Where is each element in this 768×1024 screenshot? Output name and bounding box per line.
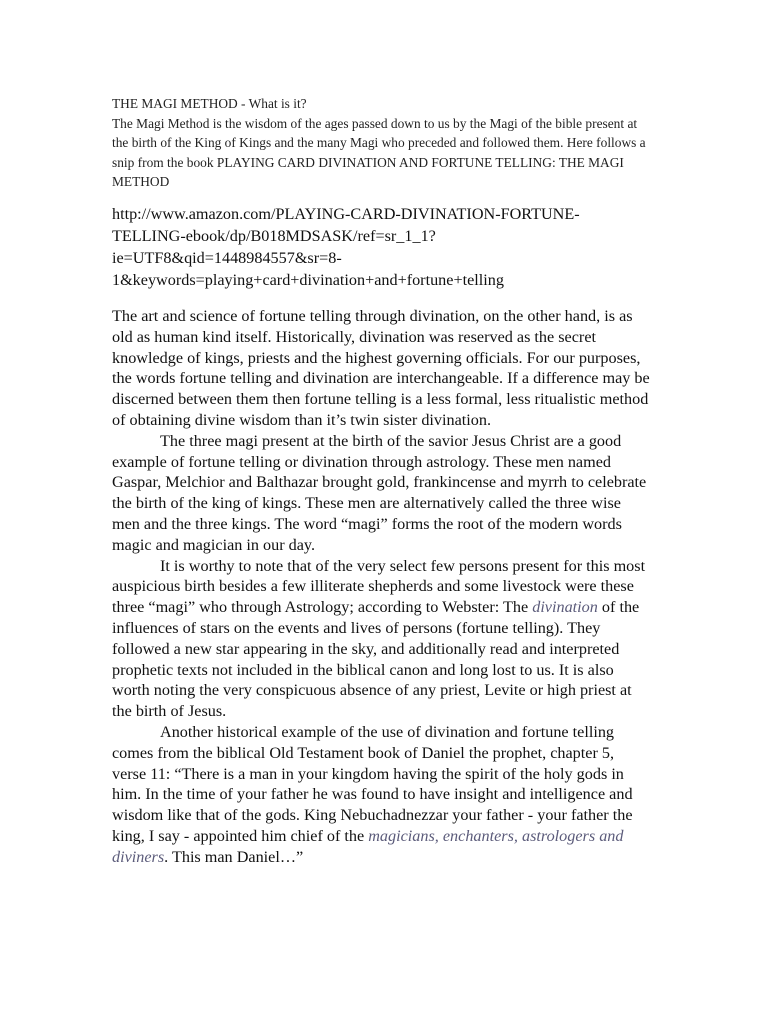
paragraph-4 xyxy=(112,722,652,868)
body-text xyxy=(112,306,652,868)
paragraph-3-text-a: It is worthy to note that of the very select few persons present for this most auspicious birth besides a few illiterate shepherds and some livestock were these three “magi” who through Astrology; according to Webster: The xyxy=(112,556,646,617)
paragraph-4-text-a: Another historical example of the use of divination and fortune telling comes from the biblical Old Testament book of Daniel the prophet, chapter 5, verse 11: “There is a man in your kingdom having the spirit of the holy gods in him. In the time of your father he was found to have insight and intelligence and wisdom like that of the gods. King Nebuchadnezzar your father - your father the king, I say - appointed him chief of the xyxy=(112,722,633,845)
link-line-1[interactable]: http://www.amazon.com/PLAYING-CARD-DIVINATION-FORTUNE- xyxy=(112,205,580,223)
link-line-2[interactable]: TELLING-ebook/dp/B018MDSASK/ref=sr_1_1? xyxy=(112,227,436,245)
paragraph-3 xyxy=(112,556,652,722)
paragraph-2: The three magi present at the birth of the savior Jesus Christ are a good example of fortune telling or divination through astrology. These men named Gaspar, Melchior and Balthazar brought gold, frankincense and myrrh to celebrate the birth of the king of kings. These men are alternatively called the three wise men and the three kings. The word “magi” forms the root of the modern words magic and magician in our day. xyxy=(112,431,647,554)
paragraph-4-text-b: . This man Daniel…” xyxy=(164,847,304,866)
link-line-3[interactable]: ie=UTF8&qid=1448984557&sr=8- xyxy=(112,249,342,267)
intro-text: The Magi Method is the wisdom of the ages passed down to us by the Magi of the bible present at the birth of the King of Kings and the many Magi who preceded and followed them. Here follows a snip from the book PLAYING CARD DIVINATION AND FORTUNE TELLING: THE MAGI METHOD xyxy=(112,115,646,190)
paragraph-4-italic: magicians, enchanters, astrologers and diviners xyxy=(112,826,624,866)
link-line-4[interactable]: 1&keywords=playing+card+divination+and+fortune+telling xyxy=(112,271,504,289)
paragraph-3-text-b: of the influences of stars on the events and lives of persons (fortune telling). They followed a new star appearing in the sky, and additionally read and interpreted prophetic texts not included in the biblical canon and long lost to us. It is also worth noting the very conspicuous absence of any priest, Levite or high priest at the birth of Jesus. xyxy=(112,598,640,721)
intro-heading: THE MAGI METHOD - What is it? xyxy=(112,96,307,111)
paragraph-1: The art and science of fortune telling through divination, on the other hand, is as old as human kind itself. Historically, divination was reserved as the secret knowledge of kings, priests and the highest governing officials. For our purposes, the words fortune telling and divination are interchangeable. If a difference may be discerned between them then fortune telling is a less formal, less ritualistic method of obtaining divine wisdom than it’s twin sister divination. xyxy=(112,307,650,429)
intro-block xyxy=(112,94,652,192)
amazon-link-block[interactable] xyxy=(112,203,642,291)
paragraph-3-italic: divination xyxy=(532,598,598,617)
